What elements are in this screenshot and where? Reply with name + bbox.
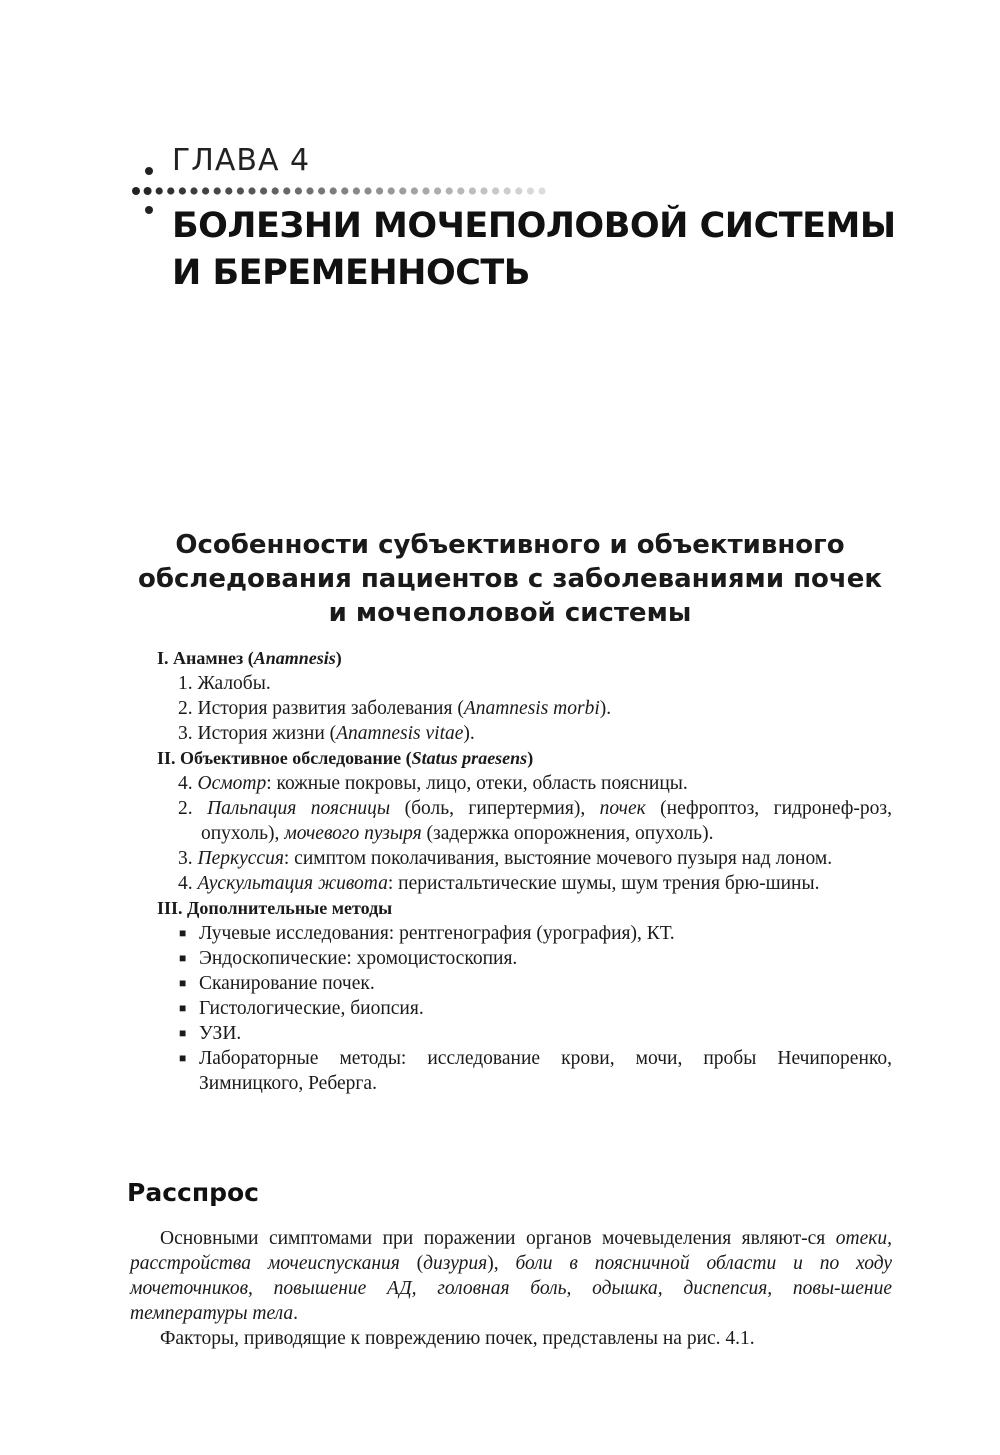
ornament-dot	[353, 187, 360, 194]
additional-methods-heading: III. Дополнительные методы	[157, 898, 393, 918]
objective-exam-list	[157, 771, 892, 896]
ornament-dot	[318, 187, 325, 194]
rasspros-body	[130, 1226, 892, 1351]
heading-latin-term: Status praesens	[411, 748, 528, 768]
list-item: 3. История жизни (Anamnesis vitae).	[178, 723, 475, 744]
square-bullet-icon: ■	[179, 1001, 187, 1015]
ornament-dot	[480, 187, 487, 194]
ornament-dot	[504, 187, 511, 194]
list-item: 3. Перкуссия: симптом поколачивания, выстояние мочевого пузыря над лоном.	[178, 848, 833, 869]
anamnesis-heading	[157, 646, 892, 671]
ornament-dot	[167, 187, 174, 194]
anamnesis-list	[157, 671, 892, 746]
ornament-dot	[214, 187, 221, 194]
list-item: 1. Жалобы.	[178, 673, 271, 694]
ornament-dot	[225, 187, 232, 194]
chapter-title-line: И БЕРЕМЕННОСТЬ	[172, 253, 530, 293]
list-item: ■ Эндоскопические: хромоцистоскопия.	[179, 948, 518, 969]
ornament-dot	[156, 187, 163, 194]
section-title-line: обследования пациентов с заболеваниями почек	[137, 564, 883, 594]
section-title	[100, 528, 920, 630]
list-item: ■ УЗИ.	[179, 1023, 242, 1044]
heading-latin-term: Anamnesis	[253, 648, 336, 668]
ornament-dot	[446, 187, 453, 194]
ornament-dot	[538, 187, 545, 194]
heading-text: I. Анамнез (	[157, 648, 254, 668]
ornament-dot	[144, 187, 152, 195]
objective-exam-heading	[157, 746, 892, 771]
chapter-title	[172, 203, 896, 297]
ornament-dot	[132, 187, 140, 195]
ornament-dot	[330, 187, 337, 194]
square-bullet-icon: ■	[179, 976, 187, 990]
square-bullet-icon: ■	[179, 1026, 187, 1040]
additional-methods-list	[157, 921, 892, 1096]
ornament-dot	[306, 187, 313, 194]
ornament-dot	[283, 187, 290, 194]
ornament-dot	[295, 187, 302, 194]
list-item: 2. История развития заболевания (Anamnesis morbi).	[178, 698, 612, 719]
ornament-dot	[434, 187, 441, 194]
ornament-dot	[527, 187, 534, 194]
paragraph: Основными симптомами при поражении органов мочевыделения являют-ся отеки, расстройства мочеиспускания (дизурия), боли в поясничной области и по ходу мочеточников, повышение АД, головная боль, одышка, диспепсия, повы-шение температуры тела.	[130, 1228, 892, 1324]
ornament-dot	[145, 167, 153, 175]
ornament-dot	[179, 187, 186, 194]
ornament-dot	[469, 187, 476, 194]
list-item: ■ Гистологические, биопсия.	[179, 998, 424, 1019]
rasspros-heading: Расспрос	[127, 1178, 259, 1207]
ornament-dot	[411, 187, 418, 194]
ornament-dot	[399, 187, 406, 194]
list-item: ■ Лучевые исследования: рентгенография (урография), КТ.	[179, 923, 675, 944]
ornament-dot	[272, 187, 279, 194]
heading-text: )	[527, 748, 534, 768]
ornament-dot	[457, 187, 464, 194]
ornament-dot	[260, 187, 267, 194]
list-item: ■ Лабораторные методы: исследование крови, мочи, пробы Нечипоренко, Зимницкого, Реберга.	[179, 1048, 892, 1094]
list-item: 4. Аускультация живота: перистальтические шумы, шум трения брю-шины.	[178, 873, 820, 894]
ornament-dot	[364, 187, 371, 194]
ornament-dot	[422, 187, 429, 194]
list-item: ■ Сканирование почек.	[179, 973, 375, 994]
ornament-dot	[237, 187, 244, 194]
ornament-dot	[190, 187, 197, 194]
ornament-dot	[376, 187, 383, 194]
ornament-dot	[492, 187, 499, 194]
ornament-dot	[515, 187, 522, 194]
paragraph: Факторы, приводящие к повреждению почек, представлены на рис. 4.1.	[160, 1328, 755, 1349]
ornament-dot	[248, 187, 255, 194]
list-item: 4. Осмотр: кожные покровы, лицо, отеки, область поясницы.	[178, 773, 688, 794]
square-bullet-icon: ■	[179, 951, 187, 965]
ornament-dot	[145, 206, 153, 214]
chapter-label: ГЛАВА 4	[172, 143, 311, 178]
square-bullet-icon: ■	[179, 926, 187, 940]
section-title-line: Особенности субъективного и объективного	[175, 530, 845, 560]
ornament-dot	[202, 187, 209, 194]
chapter-title-line: БОЛЕЗНИ МОЧЕПОЛОВОЙ СИСТЕМЫ	[172, 206, 896, 246]
examination-outline	[157, 646, 892, 1096]
heading-text: )	[335, 648, 342, 668]
square-bullet-icon: ■	[179, 1051, 187, 1065]
ornament-dot	[388, 187, 395, 194]
ornament-dot	[341, 187, 348, 194]
list-item: 2. Пальпация поясницы (боль, гипертермия), почек (нефроптоз, гидронеф-роз, опухоль), мочевого пузыря (задержка опорожнения, опухоль).	[178, 798, 892, 844]
section-title-line: и мочеполовой системы	[328, 598, 692, 628]
heading-text: II. Объективное обследование (	[157, 748, 412, 768]
